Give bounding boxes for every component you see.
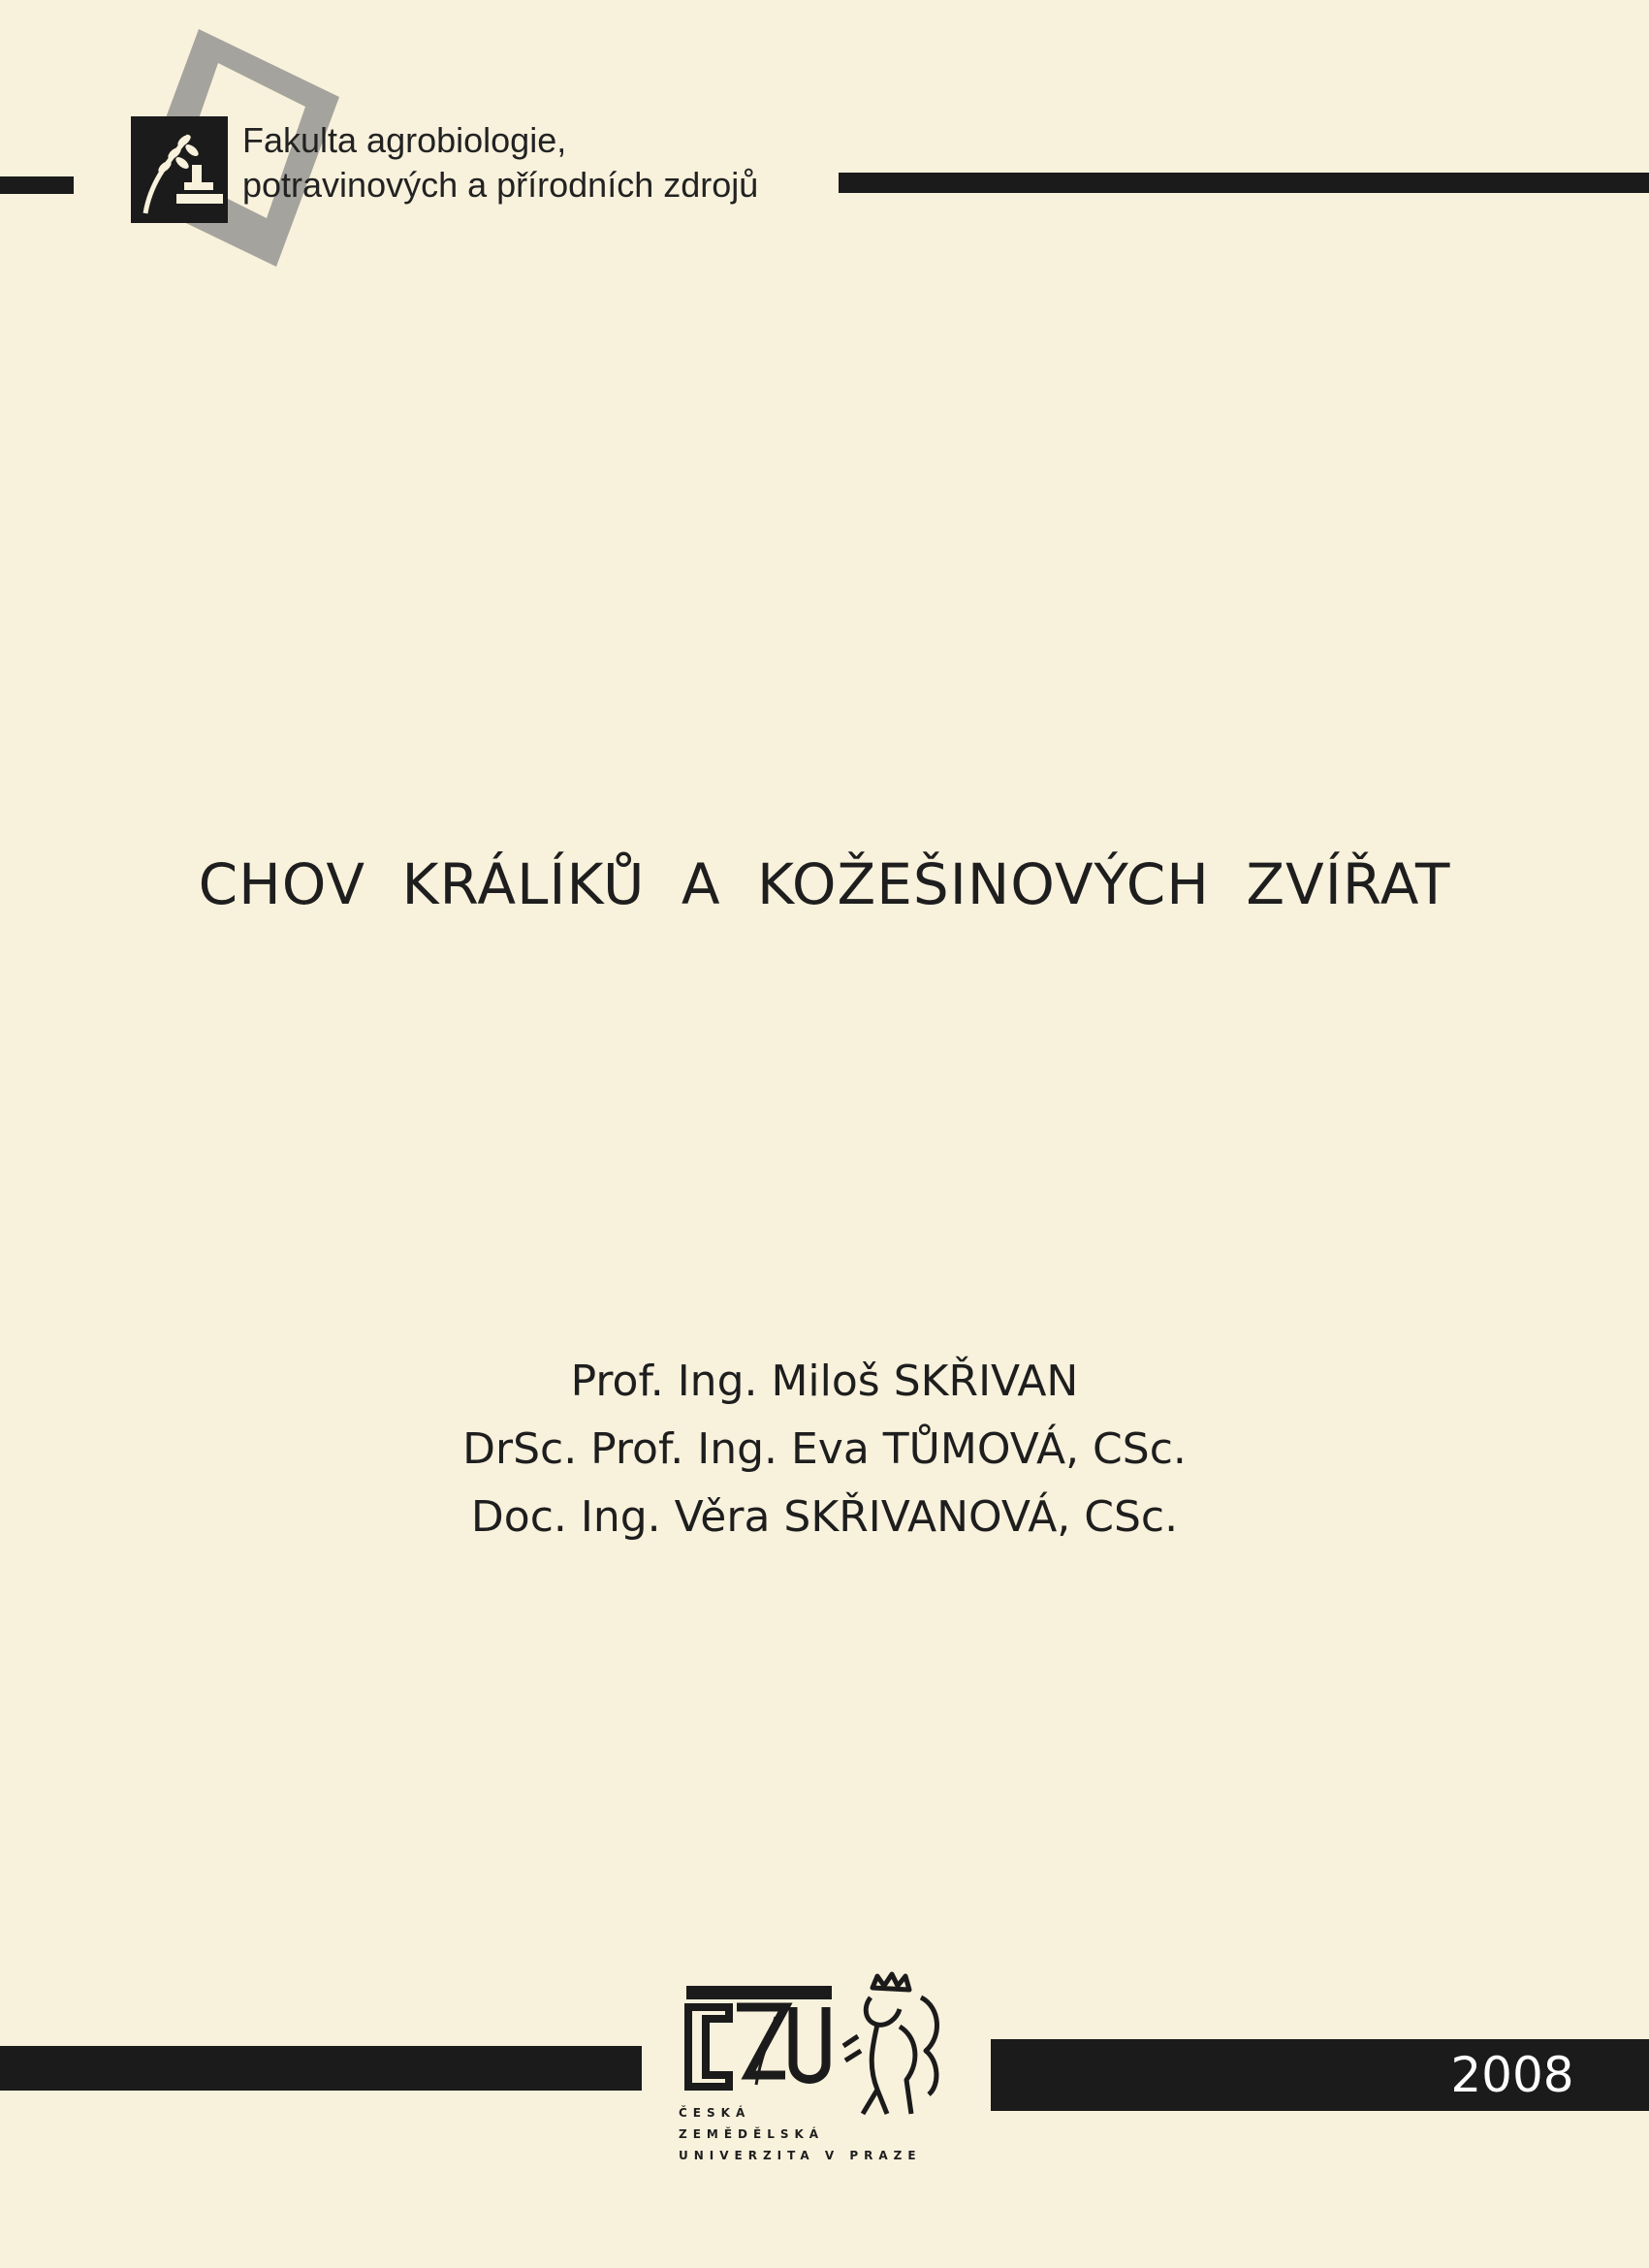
publication-year: 2008 <box>1450 2047 1574 2103</box>
university-name-line1: ČESKÁ <box>679 2106 751 2120</box>
author-3: Doc. Ing. Věra SKŘIVANOVÁ, CSc. <box>470 1492 1179 1542</box>
university-name <box>679 2102 969 2166</box>
university-name-line2: ZEMĚDĚLSKÁ <box>679 2127 825 2141</box>
top-right-rule <box>839 173 1649 193</box>
faculty-name <box>242 118 758 208</box>
faculty-name-line1: Fakulta agrobiologie, <box>242 120 567 160</box>
bottom-left-rule <box>0 2046 642 2091</box>
author-1: Prof. Ing. Miloš SKŘIVAN <box>570 1357 1079 1406</box>
author-list <box>0 1348 1649 1551</box>
book-title: CHOV KRÁLÍKŮ A KOŽEŠINOVÝCH ZVÍŘAT <box>198 851 1451 917</box>
university-name-line3: UNIVERZITA V PRAZE <box>679 2149 922 2162</box>
top-left-rule <box>0 176 74 194</box>
author-2: DrSc. Prof. Ing. Eva TŮMOVÁ, CSc. <box>462 1424 1187 1474</box>
faculty-name-line2: potravinových a přírodních zdrojů <box>242 165 759 205</box>
